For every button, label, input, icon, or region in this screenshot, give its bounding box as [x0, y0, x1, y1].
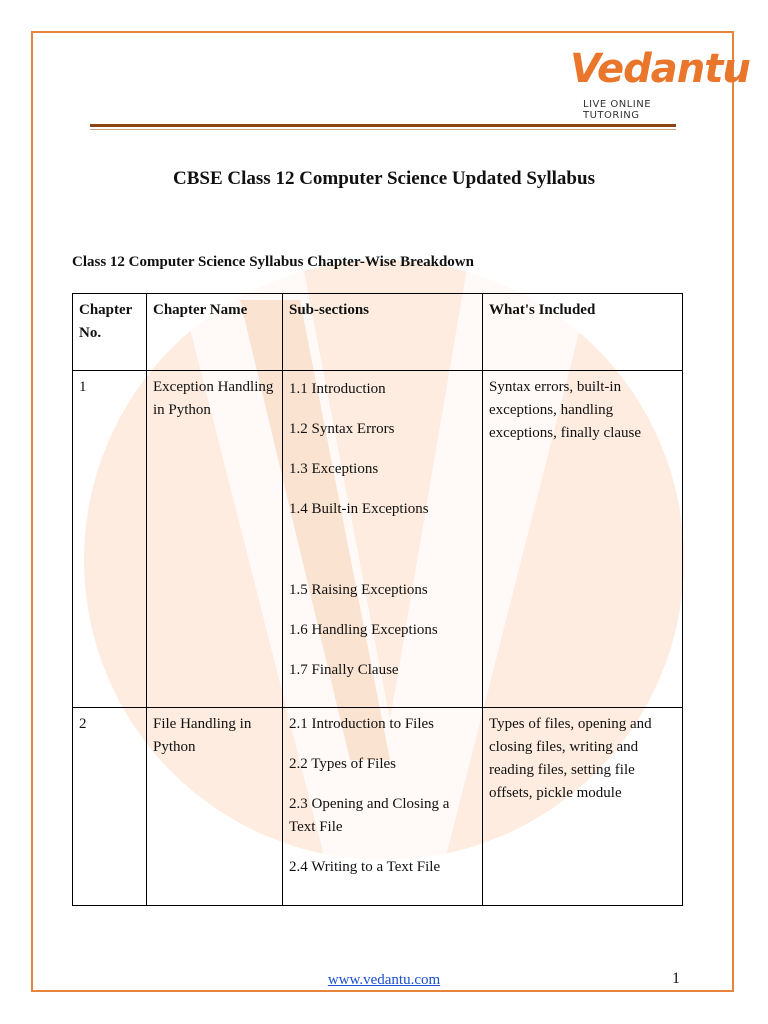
syllabus-table — [72, 293, 683, 906]
table-row — [73, 708, 683, 906]
column-header: Chapter Name — [147, 294, 283, 371]
sub-section: 1.5 Raising Exceptions — [289, 582, 428, 598]
header-rule-thin — [90, 129, 676, 130]
page-title: CBSE Class 12 Computer Science Updated Syllabus — [173, 168, 595, 189]
sub-section: 1.3 Exceptions — [289, 461, 379, 477]
page-number: 1 — [672, 970, 680, 987]
sub-section: 1.6 Handling Exceptions — [289, 622, 438, 638]
sub-section: 1.2 Syntax Errors — [289, 421, 395, 437]
sub-section: 1.4 Built-in Exceptions — [289, 501, 429, 517]
website-link[interactable]: www.vedantu.com — [327, 972, 441, 988]
header-rule — [90, 124, 676, 127]
sub-section: 2.3 Opening and Closing a Text File — [289, 796, 450, 835]
table-header-row — [73, 294, 683, 371]
section-heading: Class 12 Computer Science Syllabus Chapter-Wise Breakdown — [72, 254, 474, 270]
sub-section: 2.1 Introduction to Files — [289, 716, 434, 732]
sub-sections-cell — [283, 708, 483, 906]
vedantu-logo — [570, 46, 750, 121]
logo-tagline: LIVE ONLINE TUTORING — [583, 99, 652, 121]
sub-section: 1.1 Introduction — [289, 381, 386, 397]
table-row — [73, 371, 683, 708]
chapter-name: File Handling in Python — [147, 708, 283, 906]
sub-section: 2.2 Types of Files — [289, 756, 397, 772]
chapter-number: 1 — [73, 371, 147, 708]
included-topics: Types of files, opening and closing files, writing and reading files, setting file offsets, pickle module — [483, 708, 683, 906]
logo-wordmark: Vedantu — [570, 46, 750, 92]
column-header: Sub-sections — [283, 294, 483, 371]
sub-section: 2.4 Writing to a Text File — [289, 859, 441, 875]
column-header: Chapter No. — [73, 294, 147, 371]
sub-sections-cell — [283, 371, 483, 708]
chapter-number: 2 — [73, 708, 147, 906]
column-header: What's Included — [483, 294, 683, 371]
included-topics: Syntax errors, built-in exceptions, handling exceptions, finally clause — [483, 371, 683, 708]
chapter-name: Exception Handling in Python — [147, 371, 283, 708]
sub-section: 1.7 Finally Clause — [289, 662, 399, 678]
